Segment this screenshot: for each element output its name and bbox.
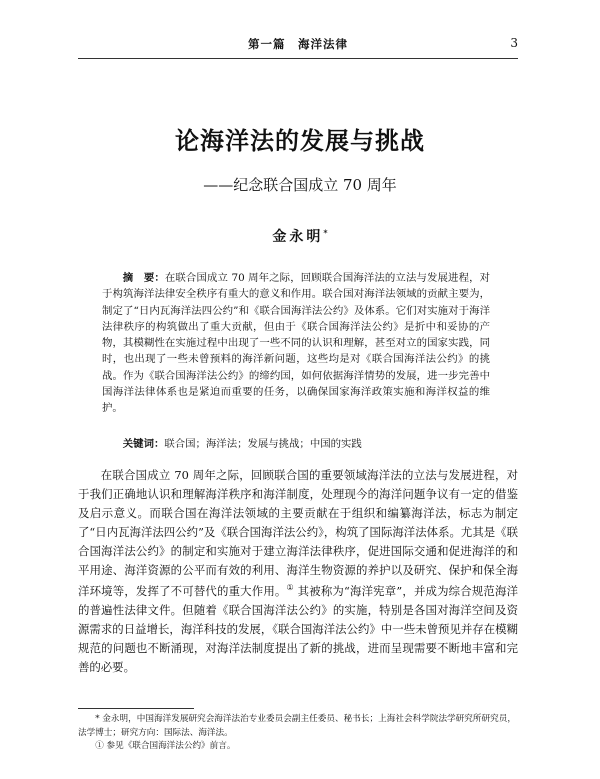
article-title: 论海洋法的发展与挑战 [175, 127, 425, 155]
footnote-divider [78, 708, 194, 709]
abstract-label: 摘 要： [122, 272, 165, 284]
author-footnote-mark: * [323, 227, 328, 238]
abstract [102, 270, 490, 417]
keywords-label: 关键词： [122, 438, 165, 450]
running-title: 第一篇 海洋法律 [248, 37, 348, 51]
page-number: 3 [510, 36, 518, 50]
footnote-ref-1: ① [286, 583, 294, 593]
body-text-part-1: 在联合国成立 70 周年之际，回顾联合国的重要领域海洋法的立法与发展进程，对于我们正确地认识和理解海洋秩序和海洋制度，处理现今的海洋问题争议有一定的借鉴及启示意义。而联合国在海洋法领域的主要贡献在于组织和编纂海洋法，标志为制定了“日内瓦海洋法四公约”及《联合国海洋法公约》，构筑了国际海洋法体系。尤其是《联合国海洋法公约》的制定和实施对于建立海洋法律秩序，促进国际交通和促进海洋的和平用途、海洋资源的公平而有效的利用、海洋生物资源的养护以及研究、保护和保全海洋环境等，发挥了不可替代的重大作用。 [78, 468, 518, 599]
footnote-author [78, 713, 516, 740]
footnote-1-mark: ① [95, 741, 104, 751]
footnote-author-text: 金永明，中国海洋发展研究会海洋法治专业委员会副主任委员、秘书长；上海社会科学院法学研究所研究员，法学博士；研究方向：国际法、海洋法。 [78, 714, 516, 738]
abstract-text: 在联合国成立 70 周年之际，回顾联合国海洋法的立法与发展进程，对于构筑海洋法律安全秩序有重大的意义和作用。联合国对海洋法领域的贡献主要为，制定了“日内瓦海洋法四公约”和《联合国海洋法公约》及体系。它们对实施对于海洋法律秩序的构筑做出了重大贡献，但由于《联合国海洋法公约》是折中和妥协的产物，其模糊性在实施过程中出现了一些不同的认识和理解，甚至对立的国家实践，同时，也出现了一些未曾预料的海洋新问题，这些均是对《联合国海洋法公约》的挑战。作为《联合国海洋法公约》的缔约国，如何依据海洋情势的发展，进一步完善中国海洋法律体系也是紧迫而重要的任务，以确保国家海洋政策实施和海洋权益的维护。 [102, 272, 490, 415]
footnote-1 [78, 740, 516, 754]
footnotes [78, 713, 516, 754]
body-paragraph [78, 466, 518, 677]
body-text-part-2: 其被称为“海洋宪章”，并成为综合规范海洋的普遍性法律文件。但随着《联合国海洋法公约》的实施，特别是各国对海洋空间及资源需求的日益增长，海洋科技的发展，《联合国海洋法公约》中一些未曾预见并存在模糊规范的问题也不断涌现，对海洋法制度提出了新的挑战，进而呈现需要不断地丰富和完善的必要。 [78, 584, 518, 674]
author-name: 金永明 [272, 229, 324, 245]
running-header [78, 36, 518, 59]
footnote-1-text: 参见《联合国海洋法公约》前言。 [103, 741, 236, 751]
article-author [0, 226, 600, 246]
keywords-text: 联合国；海洋法；发展与挑战；中国的实践 [164, 438, 362, 450]
keywords [102, 436, 490, 452]
footnote-author-mark: * [95, 714, 100, 724]
article-subtitle: ——纪念联合国成立 70 周年 [203, 176, 397, 194]
